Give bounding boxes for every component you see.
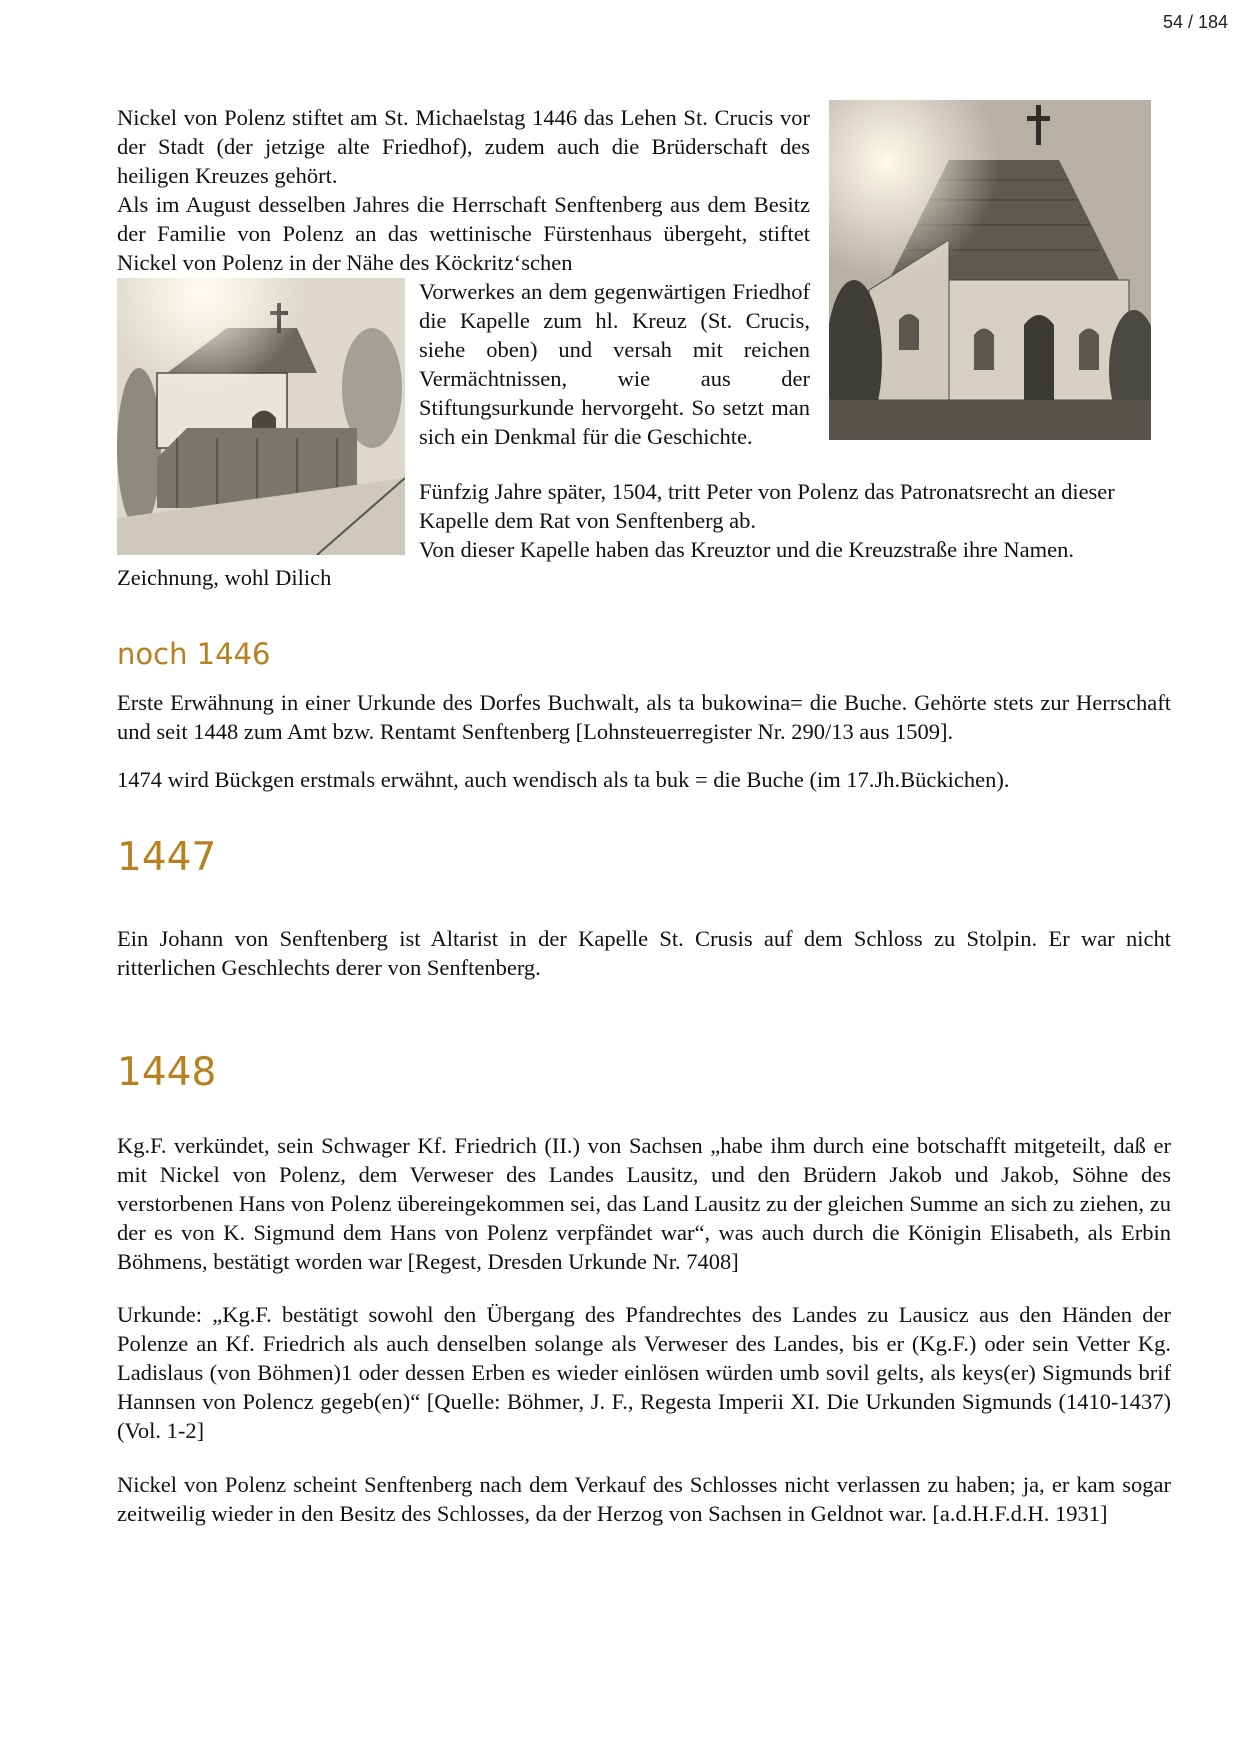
intro-paragraph-2: Als im August desselben Jahres die Herrschaft Senftenberg aus dem Besitz der Familie von Polenz an das wettinische Fürstenhaus übergeht, stiftet Nickel von Polenz in der Nähe des Köckritz‘schen (117, 192, 810, 275)
intro-paragraph-1: Nickel von Polenz stiftet am St. Michaelstag 1446 das Lehen St. Crucis vor der Stadt (der jetzige alte Friedhof), zudem auch die Brüderschaft des heiligen Kreuzes gehört. (117, 105, 810, 188)
section-1448-paragraph-1: Kg.F. verkündet, sein Schwager Kf. Friedrich (II.) von Sachsen „habe ihm durch eine botschafft mitgeteilt, daß er mit Nickel von Polenz, dem Verweser des Landes Lausitz, und den Brüdern Jakob und Jakob, Söhne des verstorbenen Hans von Polenz übereingekommen sei, das Land Lausitz zu der gleichen Summe an sich zu ziehen, zu der es von K. Sigmund dem Hans von Polenz verpfändet war“, was auch durch die Königin Elisabeth, als Erbin Böhmens, bestätigt worden war [Regest, Dresden Urkunde Nr. 7408] (117, 1133, 1171, 1274)
section-1446-paragraph-2: 1474 wird Bückgen erstmals erwähnt, auch wendisch als ta buk = die Buche (im 17.Jh.Bückichen). (117, 767, 1010, 792)
chapel-photo-image (829, 100, 1151, 440)
page-number: 54 / 184 (1162, 12, 1228, 32)
intro-paragraph-2-continued: Vorwerkes an dem gegenwärtigen Friedhof die Kapelle zum hl. Kreuz (St. Crucis, siehe oben) und versah mit reichen Vermächtnissen, wie aus der Stiftungsurkunde hervorgeht. So setzt man sich ein Denkmal für die Geschichte. (419, 279, 810, 449)
section-heading-1447: 1447 (117, 835, 217, 880)
figure-caption: Zeichnung, wohl Dilich (117, 565, 332, 590)
chapel-drawing-image (117, 278, 405, 555)
section-1447-paragraph-1: Ein Johann von Senftenberg ist Altarist in der Kapelle St. Crusis auf dem Schloss zu Stolpin. Er war nicht ritterlichen Geschlechts derer von Senftenberg. (117, 926, 1171, 980)
intro-paragraph-4: Von dieser Kapelle haben das Kreuztor und die Kreuzstraße ihre Namen. (419, 537, 1074, 562)
intro-paragraph-3: Fünfzig Jahre später, 1504, tritt Peter von Polenz das Patronatsrecht an dieser Kapelle dem Rat von Senftenberg ab. (419, 479, 1115, 533)
section-1446-paragraph-1: Erste Erwähnung in einer Urkunde des Dorfes Buchwalt, als ta bukowina= die Buche. Gehörte stets zur Herrschaft und seit 1448 zum Amt bzw. Rentamt Senftenberg [Lohnsteuerregister Nr. 290/13 aus 1509]. (117, 690, 1171, 744)
section-1448-paragraph-2: Urkunde: „Kg.F. bestätigt sowohl den Übergang des Pfandrechtes des Landes zu Lausicz aus den Händen der Polenze an Kf. Friedrich als auch denselben solange als Verweser des Landes, bis er (Kg.F.) oder sein Vetter Kg. Ladislaus (von Böhmen)1 oder dessen Erben es wieder einlösen würden umb sovil gelts, als keys(er) Sigmunds brif Hannsen von Polencz gegeb(en)“ [Quelle: Böhmer, J. F., Regesta Imperii XI. Die Urkunden Sigmunds (1410-1437) (Vol. 1-2] (117, 1302, 1171, 1443)
section-heading-noch-1446: noch 1446 (117, 637, 271, 671)
section-heading-1448: 1448 (117, 1050, 217, 1095)
section-1448-paragraph-3: Nickel von Polenz scheint Senftenberg nach dem Verkauf des Schlosses nicht verlassen zu haben; ja, er kam sogar zeitweilig wieder in den Besitz des Schlosses, da der Herzog von Sachsen in Geldnot war. [a.d.H.F.d.H. 1931] (117, 1472, 1171, 1526)
